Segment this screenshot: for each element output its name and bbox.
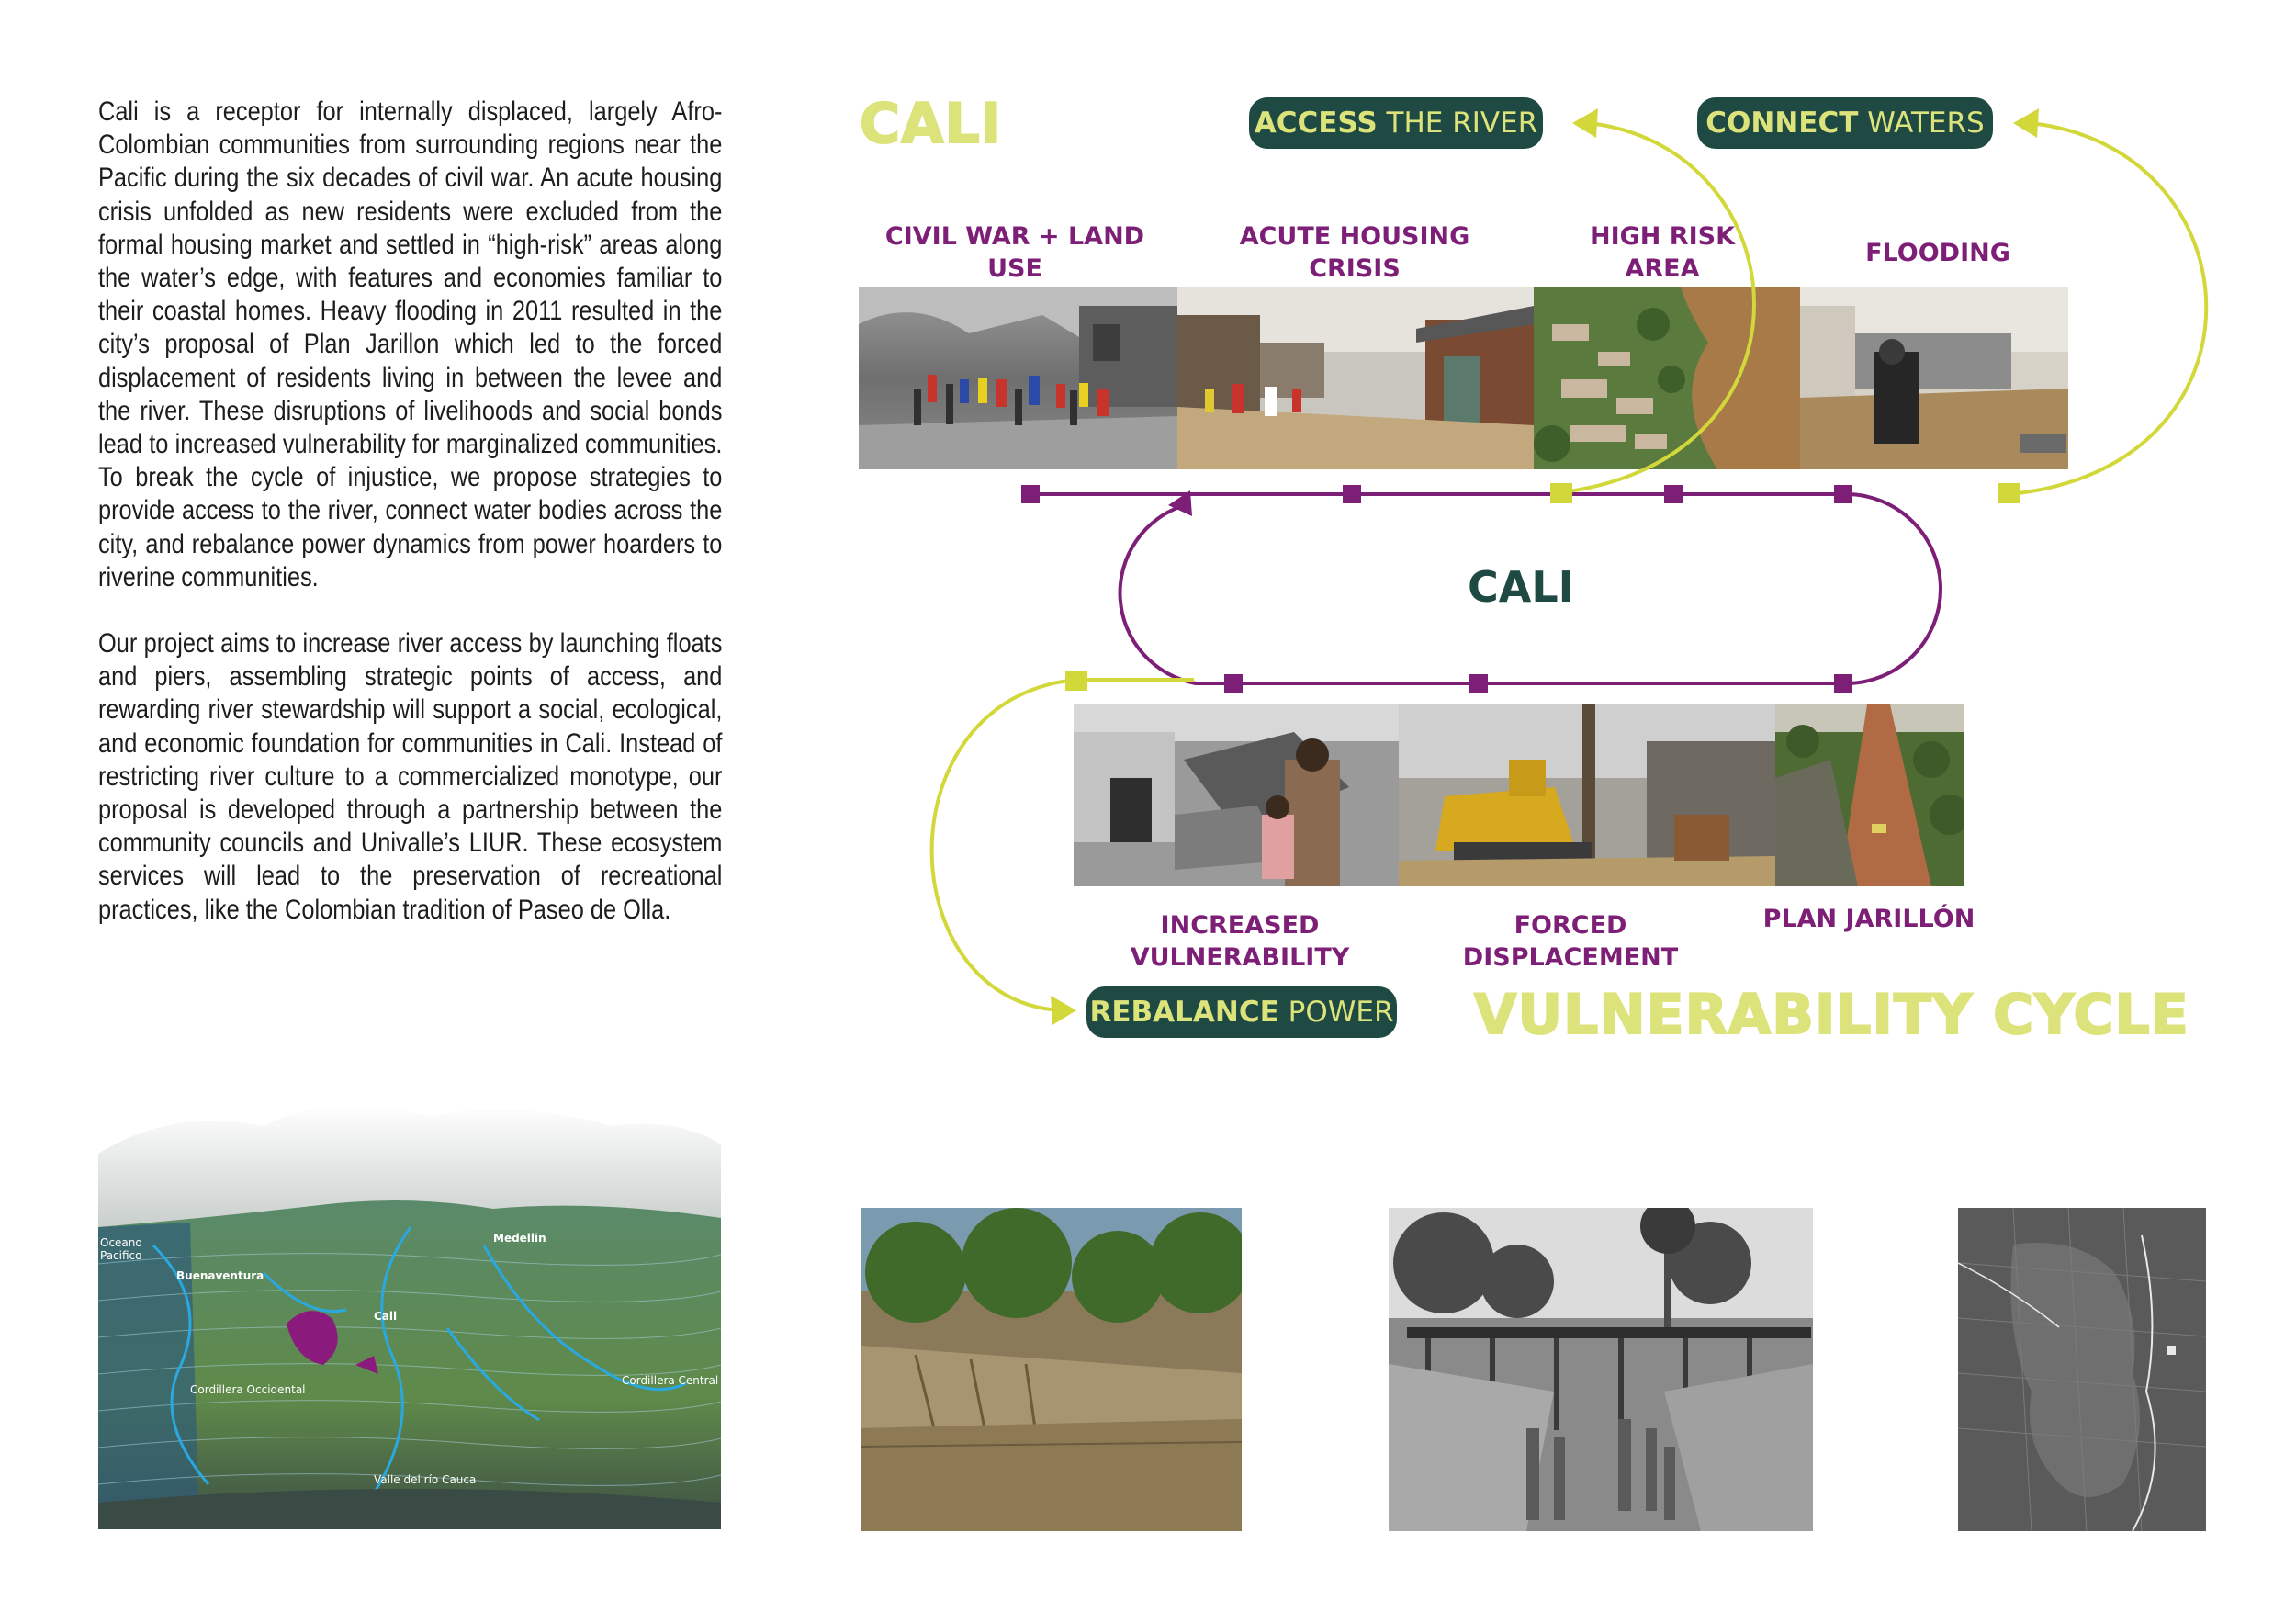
strategy-arrowheads [1051, 108, 2039, 1025]
label-vuln-line2: VULNERABILITY [1130, 943, 1350, 972]
terrain-map [98, 1089, 721, 1529]
node-vulnerability [1224, 674, 1243, 693]
label-housing-line2: CRISIS [1309, 254, 1401, 283]
connect-pill-bold: CONNECT [1705, 107, 1859, 140]
access-pill-rest: THE RIVER [1377, 107, 1538, 140]
cycle-nodes [1021, 485, 1852, 693]
cycle-center-label: CALI [1468, 562, 1574, 612]
node-displacement [1469, 674, 1488, 693]
rebalance-pill-rest: POWER [1278, 996, 1394, 1029]
map-label-medellin: Medellin [493, 1232, 546, 1245]
node-flooding [1834, 485, 1852, 503]
label-civil-war-line1: CIVIL WAR + LAND USE [884, 222, 1145, 283]
map-label-occidental: Cordillera Occidental [190, 1383, 306, 1396]
label-flooding: FLOODING [1865, 239, 2010, 267]
intro-paragraph-2: Our project aims to increase river access by launching floats and piers, assembling strategic points of access, and rewarding river stewardship will support a social, ecological, and economic foundation for communities in Cali. Instead of restricting river culture to a commercialized monotype, our proposal is developed through a partnership between the community councils and Univalle’s LIUR. These ecosystem services will lead to the preservation of recreational practices, like the Colombian tradition of Paseo de Olla. [98, 628, 723, 925]
arrow-rebalance-icon [1051, 996, 1076, 1025]
intro-paragraph-1: Cali is a receptor for internally displaced, largely Afro-Colombian communities from surrounding regions near the Pacific during the six decades of civil war. An acute housing crisis unfolded as new residents were excluded from the formal housing market and settled in “high-risk” areas along the water’s edge, with features and economies familiar to their coastal homes. Heavy flooding in 2011 resulted in the city’s proposal of Plan Jarillon which led to the forced displacement of residents living in between the levee and the river. These disruptions of livelihoods and social bonds lead to increased vulnerability for marginalized communities. To break the cycle of injustice, we propose strategies to provide access to the river, connect water bodies across the city, and rebalance power dynamics from power hoarders to riverine communities. [98, 96, 723, 592]
photo-city-map [1958, 1208, 2206, 1531]
label-displace-line2: DISPLACEMENT [1462, 943, 1679, 972]
node-plan [1834, 674, 1852, 693]
heading-cali: CALI [860, 92, 1003, 156]
heading-vulnerability-cycle: VULNERABILITY CYCLE [1474, 983, 2189, 1047]
rebalance-pill-bold: REBALANCE [1089, 996, 1279, 1029]
map-label-ocean-2: Pacifico [100, 1249, 142, 1262]
node-connect [1998, 483, 2020, 503]
photo-riverbank [861, 1208, 1242, 1531]
map-label-central: Cordillera Central [622, 1374, 719, 1387]
node-access [1550, 483, 1572, 503]
arrow-access-icon [1572, 108, 1598, 138]
map-label-valle: Valle del río Cauca [374, 1473, 477, 1486]
node-rebalance [1065, 671, 1087, 691]
access-pill-bold: ACCESS [1254, 107, 1378, 140]
label-risk-line2: AREA [1625, 254, 1700, 283]
node-civil-war [1021, 485, 1040, 503]
cycle-loop [1030, 494, 1941, 683]
label-housing-line1: ACUTE HOUSING [1239, 222, 1470, 251]
node-housing [1343, 485, 1361, 503]
connect-pill-rest: WATERS [1858, 107, 1985, 140]
strategy-nodes [1065, 483, 2020, 691]
label-plan-jarillon: PLAN JARILLÓN [1762, 905, 1975, 933]
photo-historic-bridge [1389, 1208, 1813, 1531]
map-label-buenaventura: Buenaventura [176, 1269, 264, 1282]
map-label-cali: Cali [374, 1310, 398, 1323]
label-risk-line1: HIGH RISK [1589, 222, 1735, 251]
arrow-connect-icon [2013, 108, 2039, 138]
map-label-ocean-1: Oceano [100, 1236, 142, 1249]
label-vuln-line1: INCREASED [1160, 911, 1320, 940]
node-risk [1664, 485, 1683, 503]
label-displace-line1: FORCED [1514, 911, 1627, 940]
